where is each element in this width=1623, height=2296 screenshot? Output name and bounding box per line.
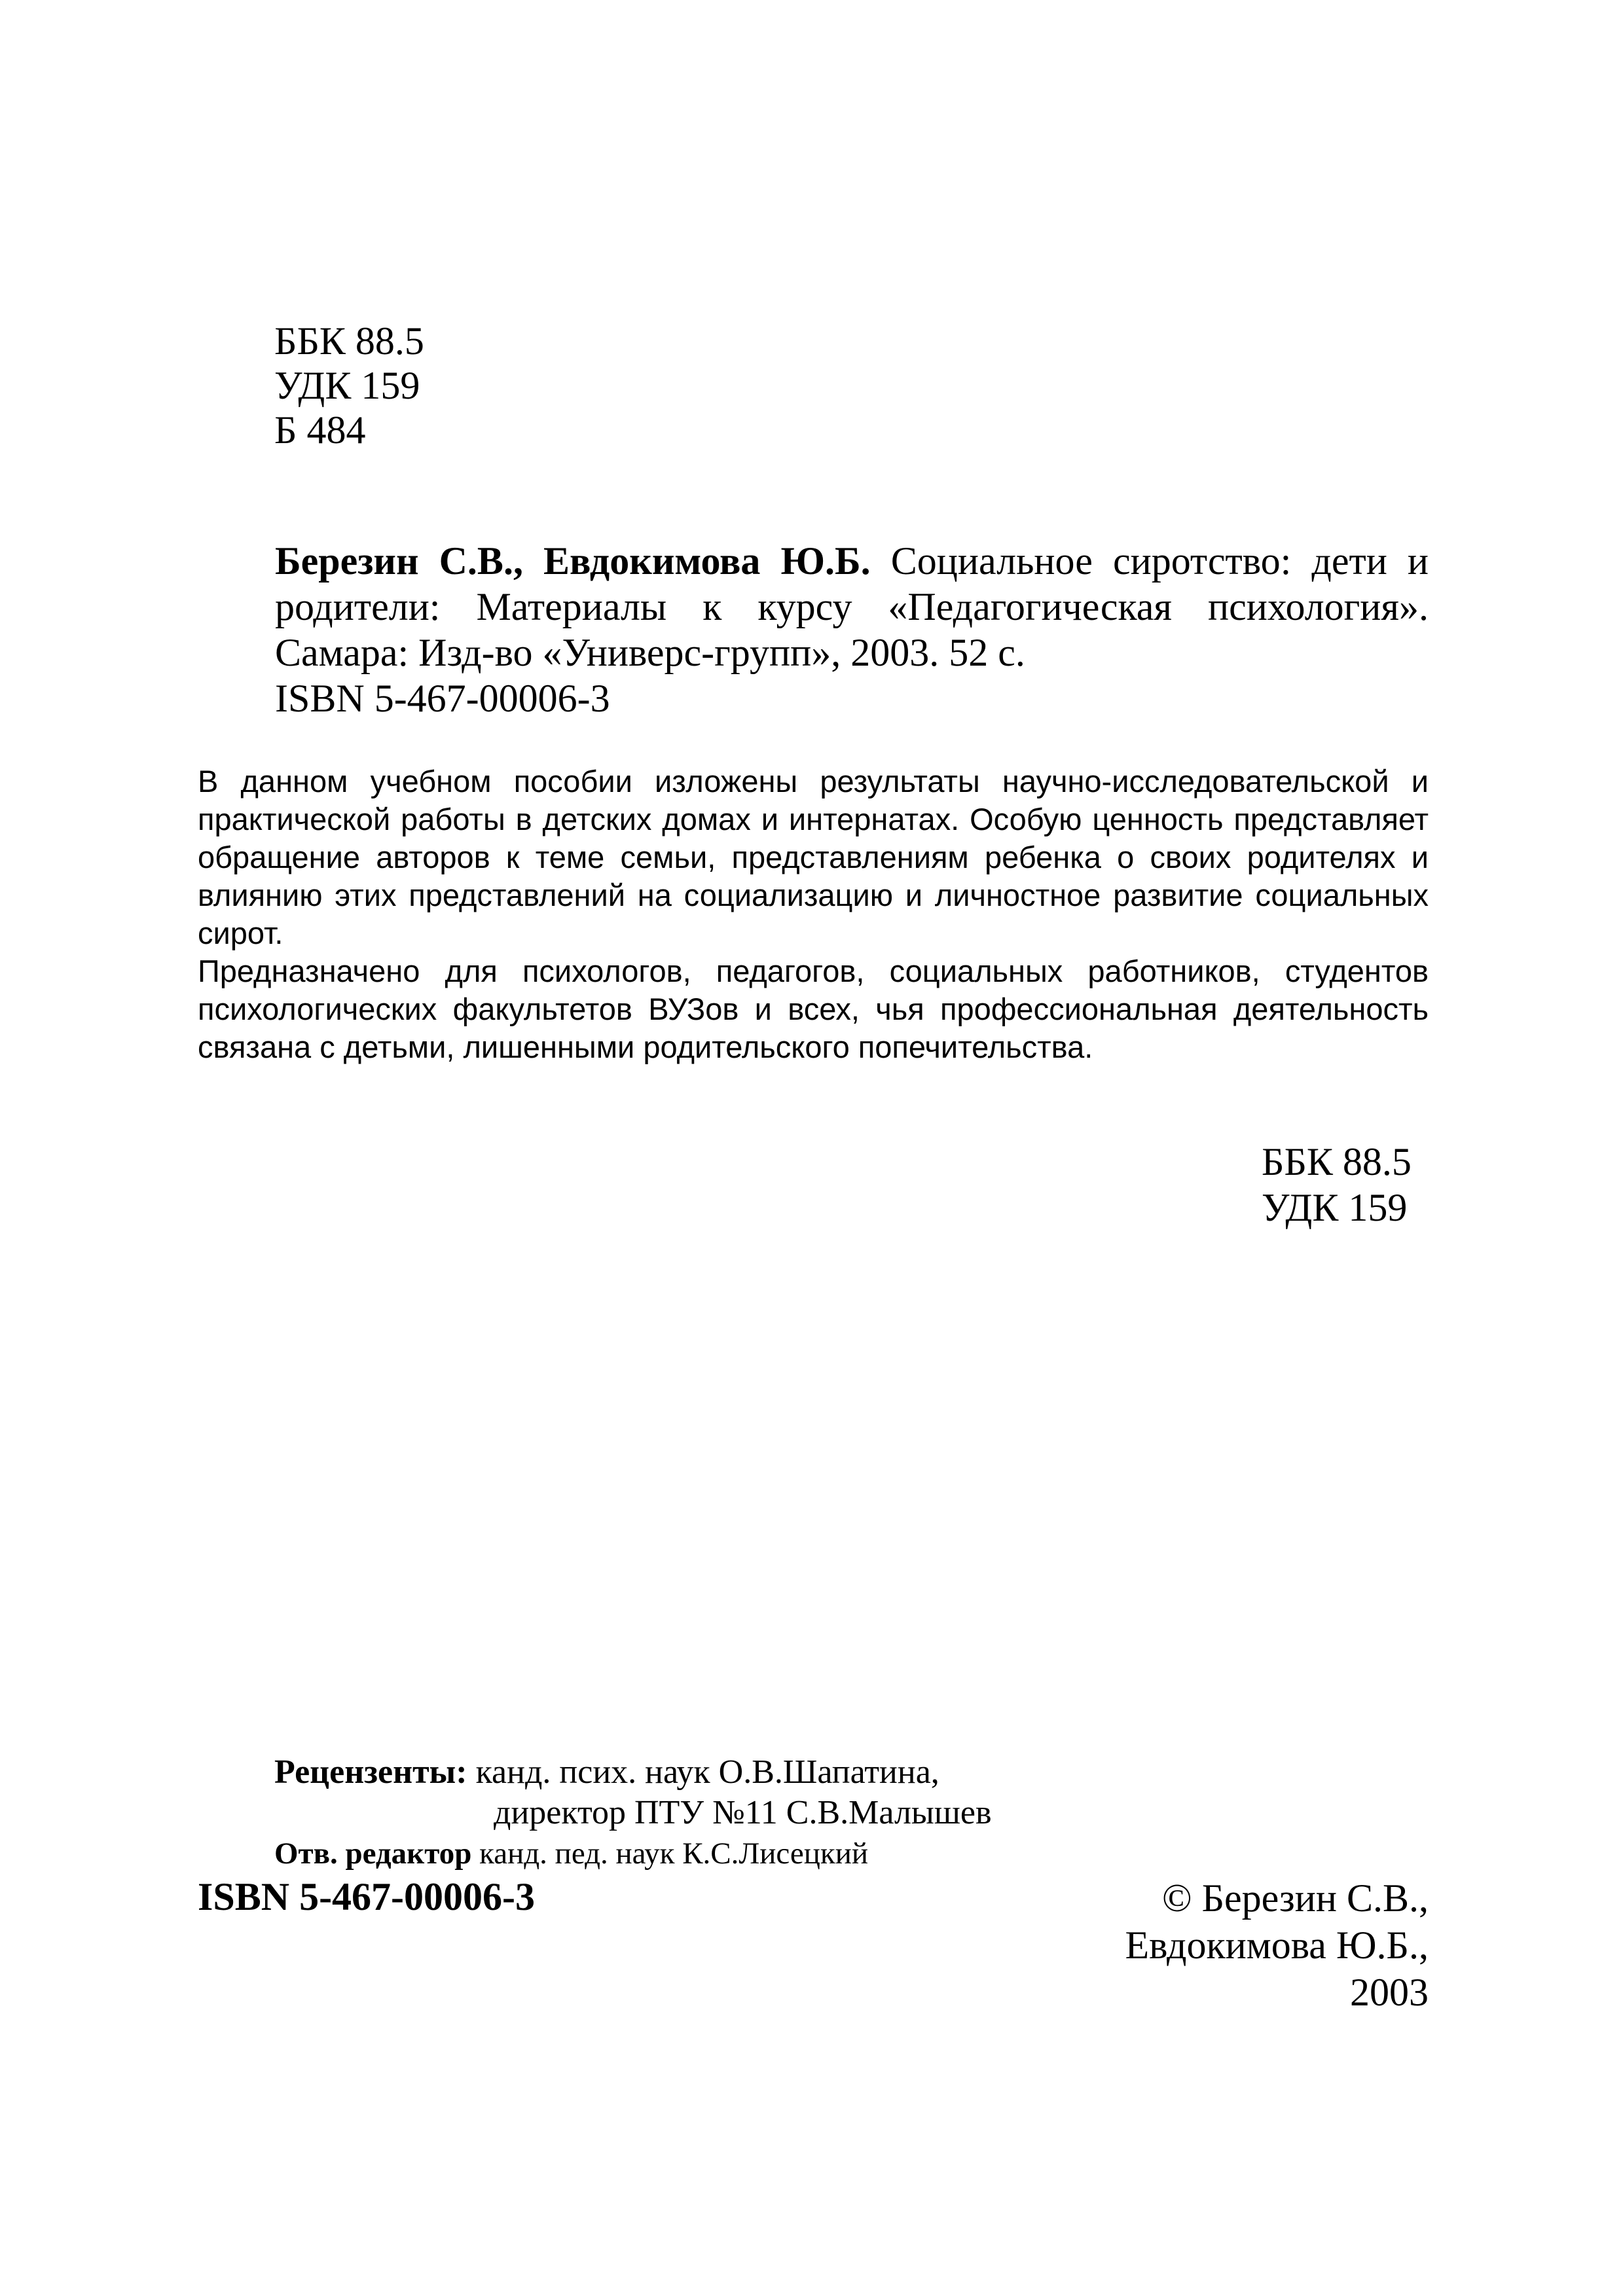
editor-line <box>274 1833 992 1874</box>
citation-isbn: ISBN 5-467-00006-3 <box>275 677 610 720</box>
copyright-year: 2003 <box>1350 1971 1429 2014</box>
copyright-line: Евдокимова Ю.Б., <box>1125 1924 1429 1967</box>
udk-code: УДК 159 <box>274 364 420 407</box>
isbn-bottom: ISBN 5-467-00006-3 <box>198 1875 536 1918</box>
udk-code: УДК 159 <box>1262 1186 1408 1229</box>
abstract-paragraph: Предназначено для психологов, педагогов, социальных работников, студентов психологических факультетов ВУЗов и всех, чья профессиональная деятельность связана с детьми, лишенными родительского попечительства. <box>198 954 1429 1064</box>
copyright-block <box>1125 1874 1429 2016</box>
author-sign: Б 484 <box>274 408 366 452</box>
copyright-line: © Березин С.В., <box>1162 1876 1429 1920</box>
bbk-code: ББК 88.5 <box>274 319 424 363</box>
abstract <box>198 762 1429 1066</box>
bibliographic-citation <box>198 538 1429 721</box>
reviewer-2: директор ПТУ №11 С.В.Малышев <box>494 1794 992 1831</box>
classification-codes-top <box>274 319 424 452</box>
editor-name: канд. пед. наук К.С.Лисецкий <box>479 1837 869 1871</box>
abstract-paragraph: В данном учебном пособии изложены результаты научно-исследовательской и практической работы в детских домах и интернатах. Особую ценность представляет обращение авторов к теме семьи, представлениям ребенка о своих родителях и влиянию этих представлений на социализацию и личностное развитие социальных сирот. <box>198 764 1429 950</box>
bbk-code: ББК 88.5 <box>1262 1140 1412 1183</box>
citation-text: Социальное сиротство: дети и родители: Материалы к курсу «Педагогическая психология». Самара: Изд-во «Универс-групп», 2003. 52 с. <box>275 539 1429 674</box>
classification-codes-right <box>1262 1139 1412 1230</box>
reviewer-line <box>274 1752 992 1793</box>
reviewers-block <box>274 1752 992 1874</box>
citation-authors: Березин С.В., Евдокимова Ю.Б. <box>275 539 871 583</box>
reviewer-1: канд. псих. наук О.В.Шапатина, <box>475 1753 939 1791</box>
editor-label: Отв. редактор <box>274 1837 472 1871</box>
reviewers-label: Рецензенты: <box>274 1753 467 1791</box>
